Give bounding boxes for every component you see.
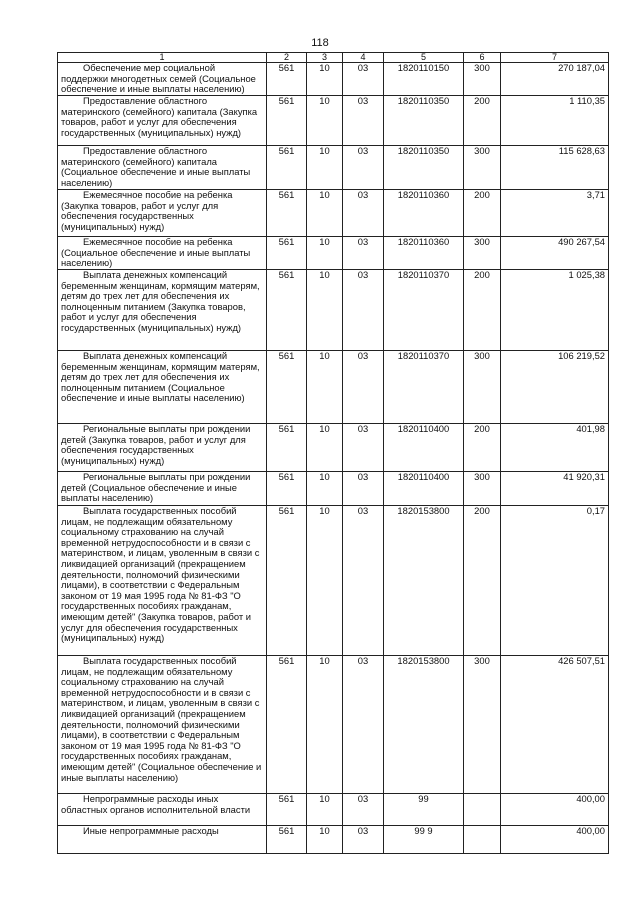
target-article-code: 1820110370 [384,270,464,351]
amount: 270 187,04 [501,63,609,96]
table-row [58,63,609,96]
expense-name: Ежемесячное пособие на ребенка (Социальное обеспечение и иные выплаты населению) [58,237,267,270]
expense-name: Выплата денежных компенсаций беременным женщинам, кормящим матерям, детям до трех лет для обеспечения их полноценным питанием (Закупка товаров, работ и услуг для обеспечения государственных (муниципальных) нужд) [58,270,267,351]
table-row [58,424,609,472]
expense-type-code: 300 [464,472,501,506]
expense-name: Предоставление областного материнского (семейного) капитала (Социальное обеспечение и иные выплаты населению) [58,146,267,190]
header-cell: 5 [384,53,464,63]
ministry-code: 561 [267,237,307,270]
subsection-code: 03 [343,506,384,656]
section-code: 10 [307,656,343,794]
ministry-code: 561 [267,424,307,472]
target-article-code: 1820110350 [384,96,464,146]
expense-name: Непрограммные расходы иных областных органов исполнительной власти [58,794,267,826]
table-row [58,506,609,656]
target-article-code: 1820110150 [384,63,464,96]
table-header-row [58,53,609,63]
ministry-code: 561 [267,190,307,237]
target-article-code: 1820110370 [384,351,464,424]
expense-name: Обеспечение мер социальной поддержки многодетных семей (Социальное обеспечение и иные выплаты населению) [58,63,267,96]
section-code: 10 [307,506,343,656]
amount: 1 025,38 [501,270,609,351]
subsection-code: 03 [343,270,384,351]
target-article-code: 99 9 [384,826,464,854]
table-row [58,351,609,424]
header-cell: 4 [343,53,384,63]
header-cell: 7 [501,53,609,63]
expense-name: Региональные выплаты при рождении детей (Закупка товаров, работ и услуг для обеспечения государственных (муниципальных) нужд) [58,424,267,472]
expense-type-code [464,794,501,826]
expense-type-code: 200 [464,506,501,656]
ministry-code: 561 [267,270,307,351]
ministry-code: 561 [267,351,307,424]
expense-type-code: 200 [464,270,501,351]
table-row [58,270,609,351]
subsection-code: 03 [343,190,384,237]
expense-type-code: 200 [464,424,501,472]
expense-type-code: 300 [464,237,501,270]
amount: 115 628,63 [501,146,609,190]
section-code: 10 [307,96,343,146]
amount: 0,17 [501,506,609,656]
amount: 400,00 [501,794,609,826]
amount: 490 267,54 [501,237,609,270]
amount: 400,00 [501,826,609,854]
expense-name: Предоставление областного материнского (семейного) капитала (Закупка товаров, работ и услуг для обеспечения государственных (муниципальных) нужд) [58,96,267,146]
expense-name: Выплата денежных компенсаций беременным женщинам, кормящим матерям, детям до трех лет для обеспечения их полноценным питанием (Социальное обеспечение и иные выплаты населению) [58,351,267,424]
expense-name: Выплата государственных пособий лицам, не подлежащим обязательному социальному страхованию на случай временной нетрудоспособности и в связи с материнством, и лицам, уволенным в связи с ликвидацией организаций (прекращением деятельности, полномочий физическими лицами), в соответствии с Федеральным законом от 19 мая 1995 года № 81-ФЗ "О государственных пособиях гражданам, имеющим детей" (Социальное обеспечение и иные выплаты населению) [58,656,267,794]
section-code: 10 [307,424,343,472]
expense-name: Ежемесячное пособие на ребенка (Закупка товаров, работ и услуг для обеспечения государственных (муниципальных) нужд) [58,190,267,237]
header-cell: 3 [307,53,343,63]
header-cell: 2 [267,53,307,63]
subsection-code: 03 [343,351,384,424]
section-code: 10 [307,794,343,826]
expense-name: Региональные выплаты при рождении детей (Социальное обеспечение и иные выплаты населению) [58,472,267,506]
subsection-code: 03 [343,146,384,190]
table-row [58,146,609,190]
ministry-code: 561 [267,506,307,656]
page-number: 118 [311,37,329,49]
subsection-code: 03 [343,656,384,794]
header-cell: 6 [464,53,501,63]
expense-name: Иные непрограммные расходы [58,826,267,854]
amount: 426 507,51 [501,656,609,794]
amount: 41 920,31 [501,472,609,506]
subsection-code: 03 [343,424,384,472]
expense-type-code: 300 [464,656,501,794]
amount: 3,71 [501,190,609,237]
subsection-code: 03 [343,63,384,96]
table-row [58,237,609,270]
ministry-code: 561 [267,472,307,506]
section-code: 10 [307,146,343,190]
ministry-code: 561 [267,826,307,854]
target-article-code: 1820110400 [384,472,464,506]
amount: 401,98 [501,424,609,472]
subsection-code: 03 [343,96,384,146]
ministry-code: 561 [267,794,307,826]
section-code: 10 [307,351,343,424]
budget-table [57,52,609,854]
target-article-code: 1820110360 [384,190,464,237]
expense-type-code: 300 [464,63,501,96]
table-row [58,96,609,146]
table-row [58,826,609,854]
amount: 1 110,35 [501,96,609,146]
ministry-code: 561 [267,656,307,794]
section-code: 10 [307,63,343,96]
section-code: 10 [307,270,343,351]
section-code: 10 [307,472,343,506]
target-article-code: 1820153800 [384,506,464,656]
table-row [58,794,609,826]
target-article-code: 1820110350 [384,146,464,190]
section-code: 10 [307,826,343,854]
table-row [58,472,609,506]
expense-type-code: 200 [464,190,501,237]
ministry-code: 561 [267,96,307,146]
expense-type-code: 300 [464,351,501,424]
ministry-code: 561 [267,63,307,96]
section-code: 10 [307,190,343,237]
ministry-code: 561 [267,146,307,190]
target-article-code: 1820153800 [384,656,464,794]
subsection-code: 03 [343,237,384,270]
amount: 106 219,52 [501,351,609,424]
subsection-code: 03 [343,472,384,506]
header-cell: 1 [58,53,267,63]
section-code: 10 [307,237,343,270]
target-article-code: 1820110400 [384,424,464,472]
subsection-code: 03 [343,826,384,854]
expense-type-code [464,826,501,854]
subsection-code: 03 [343,794,384,826]
target-article-code: 99 [384,794,464,826]
expense-name: Выплата государственных пособий лицам, не подлежащим обязательному социальному страхованию на случай временной нетрудоспособности и в связи с материнством, и лицам, уволенным в связи с ликвидацией организаций (прекращением деятельности, полномочий физическими лицами), в соответствии с Федеральным законом от 19 мая 1995 года № 81-ФЗ "О государственных пособиях гражданам, имеющим детей" (Закупка товаров, работ и услуг для обеспечения государственных (муниципальных) нужд) [58,506,267,656]
table-row [58,656,609,794]
target-article-code: 1820110360 [384,237,464,270]
expense-type-code: 200 [464,96,501,146]
table-row [58,190,609,237]
expense-type-code: 300 [464,146,501,190]
